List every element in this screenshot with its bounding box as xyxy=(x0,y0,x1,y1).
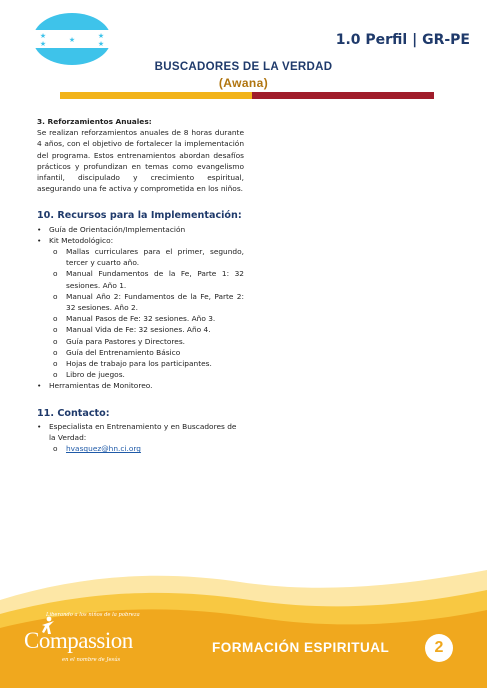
contact-email-item xyxy=(49,443,244,454)
list-item-kit xyxy=(37,235,244,381)
svg-text:★: ★ xyxy=(39,32,47,40)
sub-list-item: o Guía del Entrenamiento Básico xyxy=(49,347,244,358)
list-item: • Guía de Orientación/Implementación xyxy=(37,224,244,235)
section-3-heading: 3. Reforzamientos Anuales: xyxy=(37,117,152,126)
document-title: BUSCADORES DE LA VERDAD xyxy=(154,61,333,73)
section-10-heading: 10. Recursos para la Implementación: xyxy=(37,210,242,222)
main-content xyxy=(37,116,244,454)
header-rule-gold xyxy=(60,92,252,99)
svg-text:★: ★ xyxy=(68,36,76,44)
sub-list-item: o Mallas curriculares para el primer, segundo, tercer y cuarto año. xyxy=(49,246,244,268)
contact-item xyxy=(37,421,244,455)
svg-text:★: ★ xyxy=(97,40,105,48)
header-rule-red xyxy=(252,92,434,99)
sub-list-item: o Hojas de trabajo para los participantes. xyxy=(49,358,244,369)
section-3-body: Se realizan reforzamientos anuales de 8 horas durante 4 años, con el objetivo de fortalecer la implementación del programa. Estos entrenamientos abordan desafíos prácticos y profundizan en temas como evangelismo infantil, discipulado y crecimiento espiritual, asegurando una fe activa y comprometida en los niños. xyxy=(37,128,244,194)
sub-list-item: o Manual Pasos de Fe: 32 sesiones. Año 3. xyxy=(49,313,244,324)
sub-list-item: o Manual Fundamentos de la Fe, Parte 1: 32 sesiones. Año 1. xyxy=(49,268,244,290)
logo-tagline-top: Liberando a los niños de la pobreza xyxy=(46,612,140,618)
footer-title: FORMACIÓN ESPIRITUAL xyxy=(212,640,390,655)
svg-text:★: ★ xyxy=(39,40,47,48)
compassion-logo xyxy=(24,612,144,674)
list-item: • Herramientas de Monitoreo. xyxy=(37,380,244,391)
document-subtitle: (Awana) xyxy=(218,76,269,90)
sub-list-item: o Libro de juegos. xyxy=(49,369,244,380)
page-number: 2 xyxy=(425,634,453,662)
section-11-heading: 11. Contacto: xyxy=(37,407,110,419)
logo-name: Compassion xyxy=(24,628,133,653)
contact-sublist xyxy=(49,443,244,454)
resources-list xyxy=(37,224,244,392)
sub-list-item: o Manual Vida de Fe: 32 sesiones. Año 4. xyxy=(49,324,244,335)
kit-sublist xyxy=(49,246,244,380)
logo-tagline-bottom: en el nombre de Jesús xyxy=(62,657,121,663)
contact-role: Especialista en Entrenamiento y en Buscadores de la Verdad: xyxy=(49,421,237,443)
svg-text:★: ★ xyxy=(97,32,105,40)
sub-list-item: o Guía para Pastores y Directores. xyxy=(49,336,244,347)
list-item-label: Kit Metodológico: xyxy=(49,235,114,245)
contact-list xyxy=(37,421,244,455)
honduras-flag-logo xyxy=(33,13,111,65)
profile-code: 1.0 Perfil | GR-PE xyxy=(335,32,470,48)
contact-email-link[interactable]: hvasquez@hn.ci.org xyxy=(66,444,141,454)
sub-list-item: o Manual Año 2: Fundamentos de la Fe, Parte 2: 32 sesiones. Año 2. xyxy=(49,291,244,313)
